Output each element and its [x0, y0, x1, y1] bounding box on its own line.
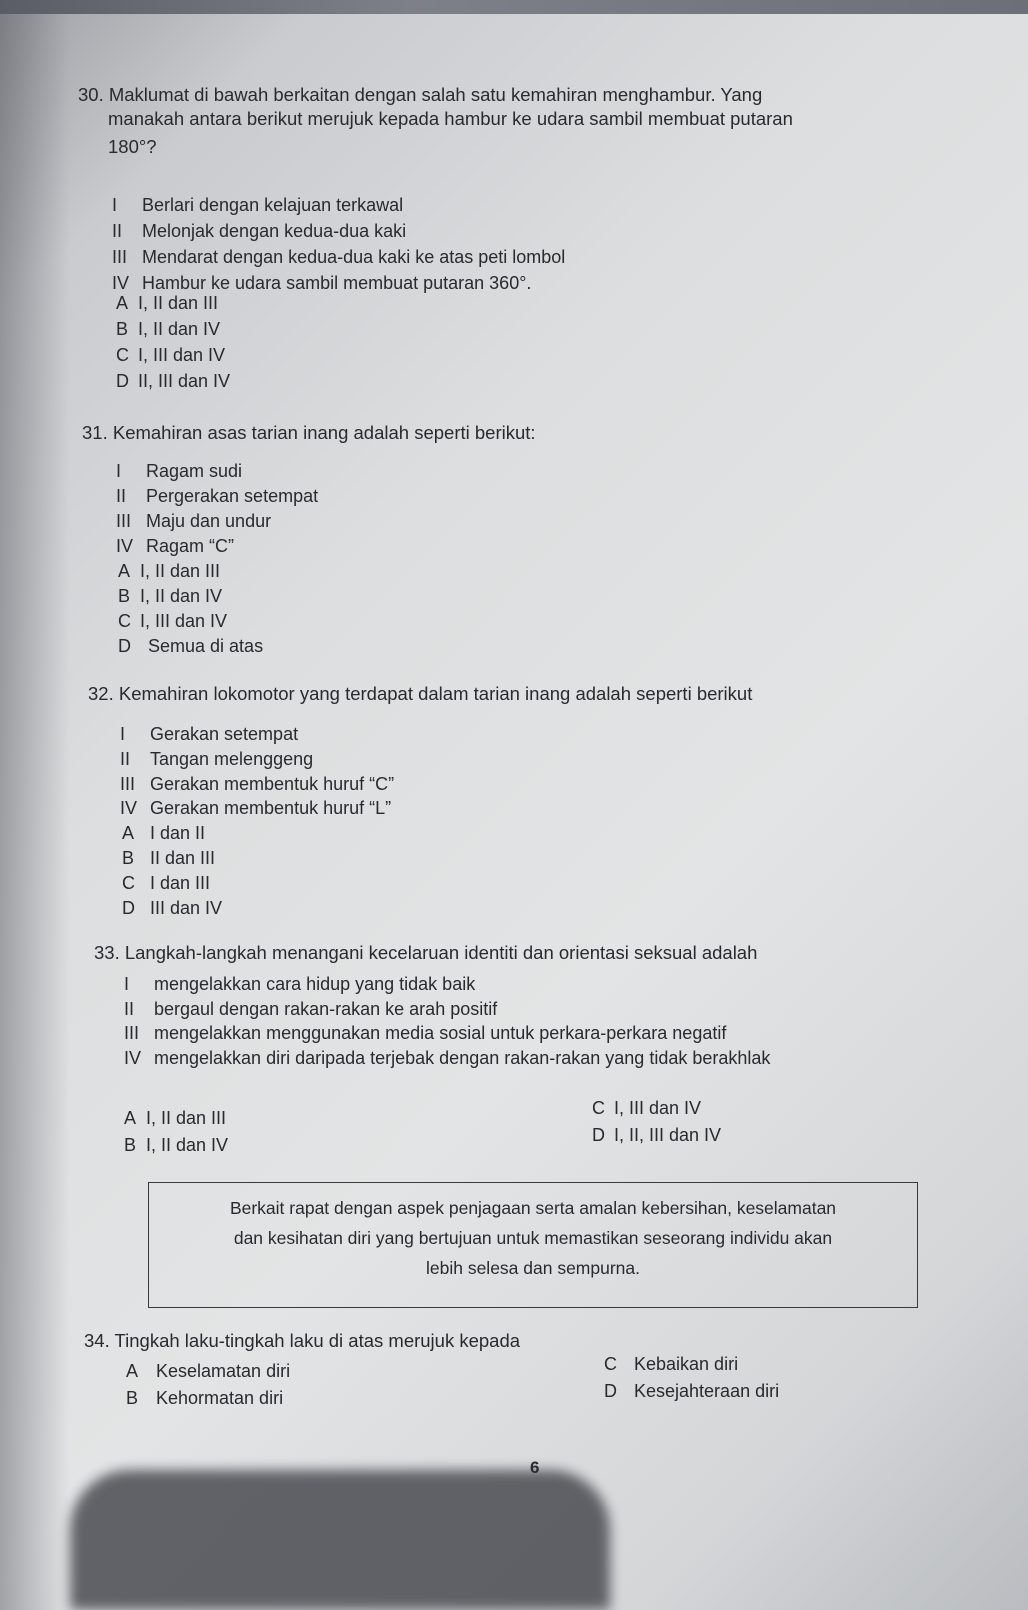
q32-item: III Gerakan membentuk huruf “C”: [120, 774, 395, 794]
q31-option-d[interactable]: D Semua di atas: [118, 636, 264, 656]
q31-stem: 31. Kemahiran asas tarian inang adalah seperti berikut:: [82, 422, 536, 443]
info-box-line-3: lebih selesa dan sempurna.: [425, 1258, 641, 1278]
q33-option-a[interactable]: A I, II dan III: [124, 1108, 227, 1128]
info-box-line-2: dan kesihatan diri yang bertujuan untuk memastikan seseorang individu akan: [233, 1228, 833, 1248]
q32-stem: 32. Kemahiran lokomotor yang terdapat dalam tarian inang adalah seperti berikut: [88, 683, 753, 704]
q33-item: I mengelakkan cara hidup yang tidak baik: [124, 974, 476, 994]
q30-item: IV Hambur ke udara sambil membuat putaran 360°.: [112, 273, 532, 293]
q32-option-c[interactable]: C I dan III: [122, 873, 211, 893]
q33-option-c[interactable]: C I, III dan IV: [592, 1098, 702, 1118]
q34-option-b[interactable]: B Kehormatan diri: [126, 1388, 284, 1408]
q32-item: I Gerakan setempat: [120, 724, 299, 744]
q32-option-b[interactable]: B II dan III: [122, 848, 216, 868]
q30-stem-line-3: 180°?: [108, 136, 157, 157]
info-box: [148, 1182, 918, 1308]
q33-option-d[interactable]: D I, II, III dan IV: [592, 1125, 722, 1145]
q30-stem-line-1: 30. Maklumat di bawah berkaitan dengan salah satu kemahiran menghambur. Yang: [78, 84, 763, 105]
q33-item: III mengelakkan menggunakan media sosial untuk perkara-perkara negatif: [124, 1023, 727, 1043]
q34-stem: 34. Tingkah laku-tingkah laku di atas merujuk kepada: [84, 1330, 521, 1351]
q30-option-a[interactable]: A I, II dan III: [116, 293, 219, 313]
q30-item: I Berlari dengan kelajuan terkawal: [112, 195, 404, 215]
q31-option-a[interactable]: A I, II dan III: [118, 561, 221, 581]
q31-option-b[interactable]: B I, II dan IV: [118, 586, 223, 606]
q33-item: IV mengelakkan diri daripada terjebak dengan rakan-rakan yang tidak berakhlak: [124, 1048, 771, 1068]
q31-option-c[interactable]: C I, III dan IV: [118, 611, 228, 631]
q33-item: II bergaul dengan rakan-rakan ke arah positif: [124, 999, 498, 1019]
q34-option-d[interactable]: D Kesejahteraan diri: [604, 1381, 780, 1401]
q31-item: II Pergerakan setempat: [116, 486, 319, 506]
q30-option-d[interactable]: D II, III dan IV: [116, 371, 231, 391]
q30-option-c[interactable]: C I, III dan IV: [116, 345, 226, 365]
q30-stem-line-2: manakah antara berikut merujuk kepada hambur ke udara sambil membuat putaran: [108, 108, 793, 129]
q31-item: IV Ragam “C”: [116, 536, 235, 556]
q34-option-c[interactable]: C Kebaikan diri: [604, 1354, 739, 1374]
q34-option-a[interactable]: A Keselamatan diri: [126, 1361, 291, 1381]
page-number: 6: [530, 1458, 540, 1477]
q32-item: IV Gerakan membentuk huruf “L”: [120, 798, 392, 818]
q30-item: III Mendarat dengan kedua-dua kaki ke atas peti lombol: [112, 247, 566, 267]
info-box-line-1: Berkait rapat dengan aspek penjagaan serta amalan kebersihan, keselamatan: [229, 1198, 837, 1218]
q30-option-b[interactable]: B I, II dan IV: [116, 319, 221, 339]
q33-option-b[interactable]: B I, II dan IV: [124, 1135, 229, 1155]
q31-item: I Ragam sudi: [116, 461, 243, 481]
q30-item: II Melonjak dengan kedua-dua kaki: [112, 221, 407, 241]
q31-item: III Maju dan undur: [116, 511, 272, 531]
q32-item: II Tangan melenggeng: [120, 749, 314, 769]
q32-option-d[interactable]: D III dan IV: [122, 898, 223, 918]
q32-option-a[interactable]: A I dan II: [122, 823, 206, 843]
q33-stem: 33. Langkah-langkah menangani kecelaruan identiti dan orientasi seksual adalah: [94, 942, 758, 963]
